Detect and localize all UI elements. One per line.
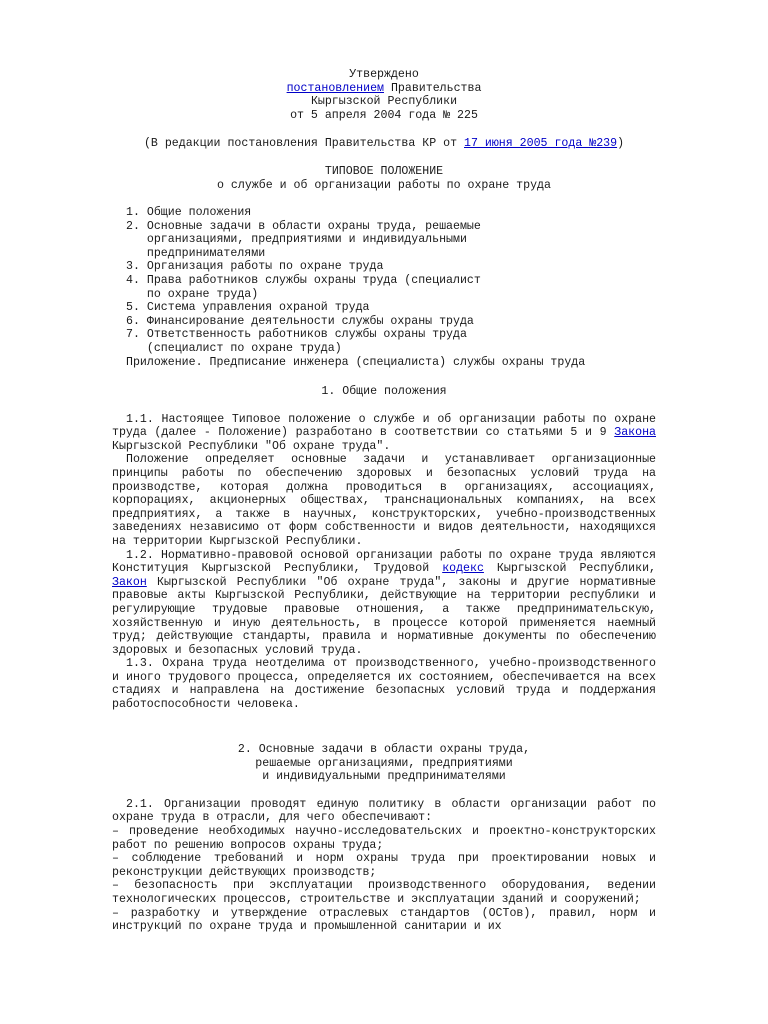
approval-header: [0, 68, 768, 122]
edition-note: [0, 137, 768, 151]
toc-item: 6. Финансирование деятельности службы охраны труда: [126, 314, 474, 328]
resolution-link[interactable]: постановлением: [286, 81, 384, 95]
paragraph-2-1: 2.1. Организации проводят единую политику в области организации работ по охране труда в отрасли, для чего обеспечивают:: [112, 797, 656, 825]
section-2-heading-2: решаемые организациями, предприятиями: [255, 756, 513, 770]
toc-item: организациями, предприятиями и индивидуальными: [126, 233, 467, 247]
toc-item: Приложение. Предписание инженера (специалиста) службы охраны труда: [126, 355, 586, 369]
toc-item: 2. Основные задачи в области охраны труда, решаемые: [126, 219, 481, 233]
bullet-item: – проведение необходимых научно-исследовательских и проектно-конструкторских работ по решению вопросов охраны труда;: [112, 824, 656, 852]
section-1: [0, 385, 768, 712]
paragraph-1-2: 1.2. Нормативно-правовой основой организации работы по охране труда являются Конституция Кыргызской Республики, Трудовой кодекс Кыргызской Республики, Закон Кыргызской Республики "Об охране труда", законы и другие нормативные правовые акты Кыргызской Республики, действующие на территории республики и регулирующие трудовые правовые отношения, а также предпринимательскую, хозяйственную и иную деятельность, в процессе которой применяется наемный труд; действующие стандарты, правила и нормативные документы по обеспечению здоровых и безопасных условий труда.: [112, 548, 656, 657]
toc-item: 7. Ответственность работников службы охраны труда: [126, 328, 467, 342]
resolution-line: [0, 82, 768, 96]
toc-item: 5. Система управления охраной труда: [126, 301, 370, 315]
date-line: от 5 апреля 2004 года № 225: [290, 108, 478, 122]
bullet-item: – соблюдение требований и норм охраны труда при проектировании новых и реконструкции действующих производств;: [112, 852, 656, 879]
law-link-2[interactable]: Закон: [112, 575, 147, 589]
toc-item: 4. Права работников службы охраны труда (специалист: [126, 273, 481, 287]
edition-after: ): [617, 137, 625, 150]
section-2: [0, 743, 768, 934]
section-2-heading-1: 2. Основные задачи в области охраны труда,: [237, 743, 531, 756]
toc-item: по охране труда): [126, 287, 259, 301]
bullet-item: – разработку и утверждение отраслевых стандартов (ОСТов), правил, норм и инструкций по охране труда и промышленной санитарии и их: [112, 906, 656, 934]
resolution-rest: Правительства: [384, 81, 482, 95]
paragraph-1-1b: Положение определяет основные задачи и устанавливает организационные принципы работы по обеспечению здоровых и безопасных условий труда на производстве, которая должна проводиться в организациях, ассоциациях, корпорациях, акционерных обществах, транснациональных компаниях, на всех предприятиях, а также в научных, конструкторских, учебно-производственных заведениях независимо от форм собственности и видов деятельности, находящихся на территории Кыргызской Республики.: [112, 453, 656, 548]
document-title: [0, 165, 768, 192]
approved-line: Утверждено: [349, 68, 419, 81]
section-2-heading-3: и индивидуальными предпринимателями: [262, 770, 506, 784]
paragraph-1-1: 1.1. Настоящее Типовое положение о службе и об организации работы по охране труда (далее - Положение) разработано в соответствии со статьями 5 и 9 Закона Кыргызской Республики "Об охране труда".: [112, 412, 656, 453]
title-line-1: ТИПОВОЕ ПОЛОЖЕНИЕ: [324, 165, 444, 178]
table-of-contents: [126, 206, 686, 369]
edition-link[interactable]: 17 июня 2005 года №239: [464, 137, 618, 150]
toc-item: предпринимателями: [126, 246, 266, 260]
toc-item: 1. Общие положения: [126, 206, 252, 219]
law-link[interactable]: Закона: [614, 426, 656, 440]
toc-item: (специалист по охране труда): [126, 341, 342, 355]
bullet-item: – безопасность при эксплуатации производственного оборудования, ведении технологических процессов, строительстве и эксплуатации зданий и сооружений;: [112, 879, 656, 906]
labor-code-link[interactable]: кодекс: [442, 562, 484, 576]
section-1-heading: 1. Общие положения: [321, 385, 447, 398]
title-line-2: о службе и об организации работы по охране труда: [217, 178, 551, 192]
republic-line: Кыргызской Республики: [310, 95, 458, 109]
paragraph-1-3: 1.3. Охрана труда неотделима от производственного, учебно-производственного и иного трудового процесса, определяется их состоянием, обеспечивается на всех стадиях и направлена на достижение безопасных условий труда и поддержания работоспособности человека.: [112, 657, 656, 712]
edition-before: (В редакции постановления Правительства КР от: [143, 137, 464, 150]
toc-item: 3. Организация работы по охране труда: [126, 260, 384, 274]
